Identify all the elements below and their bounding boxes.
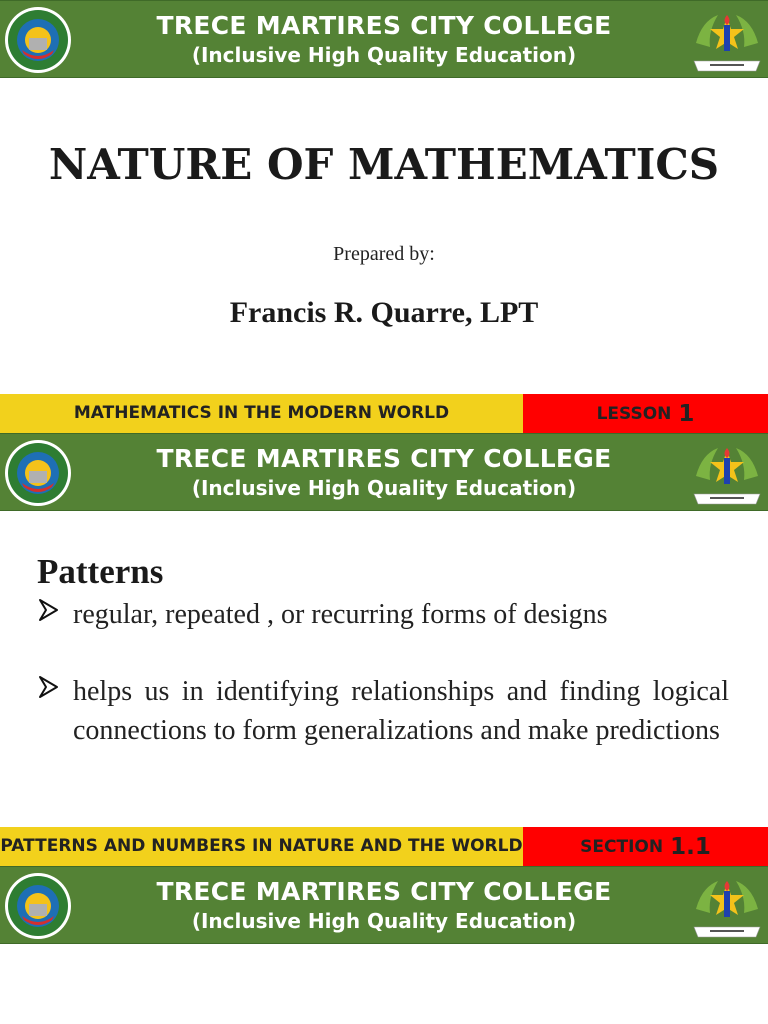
college-name: TRECE MARTIRES CITY COLLEGE [156,877,612,906]
college-tagline: (Inclusive High Quality Education) [191,909,577,933]
prepared-by-label: Prepared by: [333,243,435,265]
bullet-item [37,595,729,634]
arrow-bullet-icon [37,672,61,702]
bullet-text: regular, repeated , or recurring forms of designs [73,599,608,630]
college-tagline: (Inclusive High Quality Education) [191,476,577,500]
college-of-education-logo [688,7,766,75]
college-of-education-logo [688,873,766,941]
patterns-heading: Patterns [37,552,164,591]
slide-title: NATURE OF MATHEMATICS [48,140,720,189]
section-footer [0,827,768,866]
arrow-bullet-icon [37,595,61,625]
lesson-footer [0,394,768,433]
section-badge [523,827,768,866]
lesson-badge [523,394,768,433]
college-header [0,433,768,511]
bullet-text: helps us in identifying relationships and finding logical connections to form generalizations and make predictions [73,676,729,746]
course-title: MATHEMATICS IN THE MODERN WORLD [0,394,523,433]
section-title: PATTERNS AND NUMBERS IN NATURE AND THE WORLD [0,827,523,866]
college-name: TRECE MARTIRES CITY COLLEGE [156,444,612,473]
college-header [0,0,768,78]
author-name: Francis R. Quarre, LPT [229,296,539,329]
college-tagline: (Inclusive High Quality Education) [191,43,577,67]
section-label: SECTION [580,836,664,857]
college-name: TRECE MARTIRES CITY COLLEGE [156,11,612,40]
college-header [0,866,768,944]
college-of-education-logo [688,440,766,508]
lesson-number: 1 [678,400,695,427]
lesson-label: LESSON [596,403,672,424]
section-number: 1.1 [670,833,711,860]
bullet-item [37,672,729,750]
